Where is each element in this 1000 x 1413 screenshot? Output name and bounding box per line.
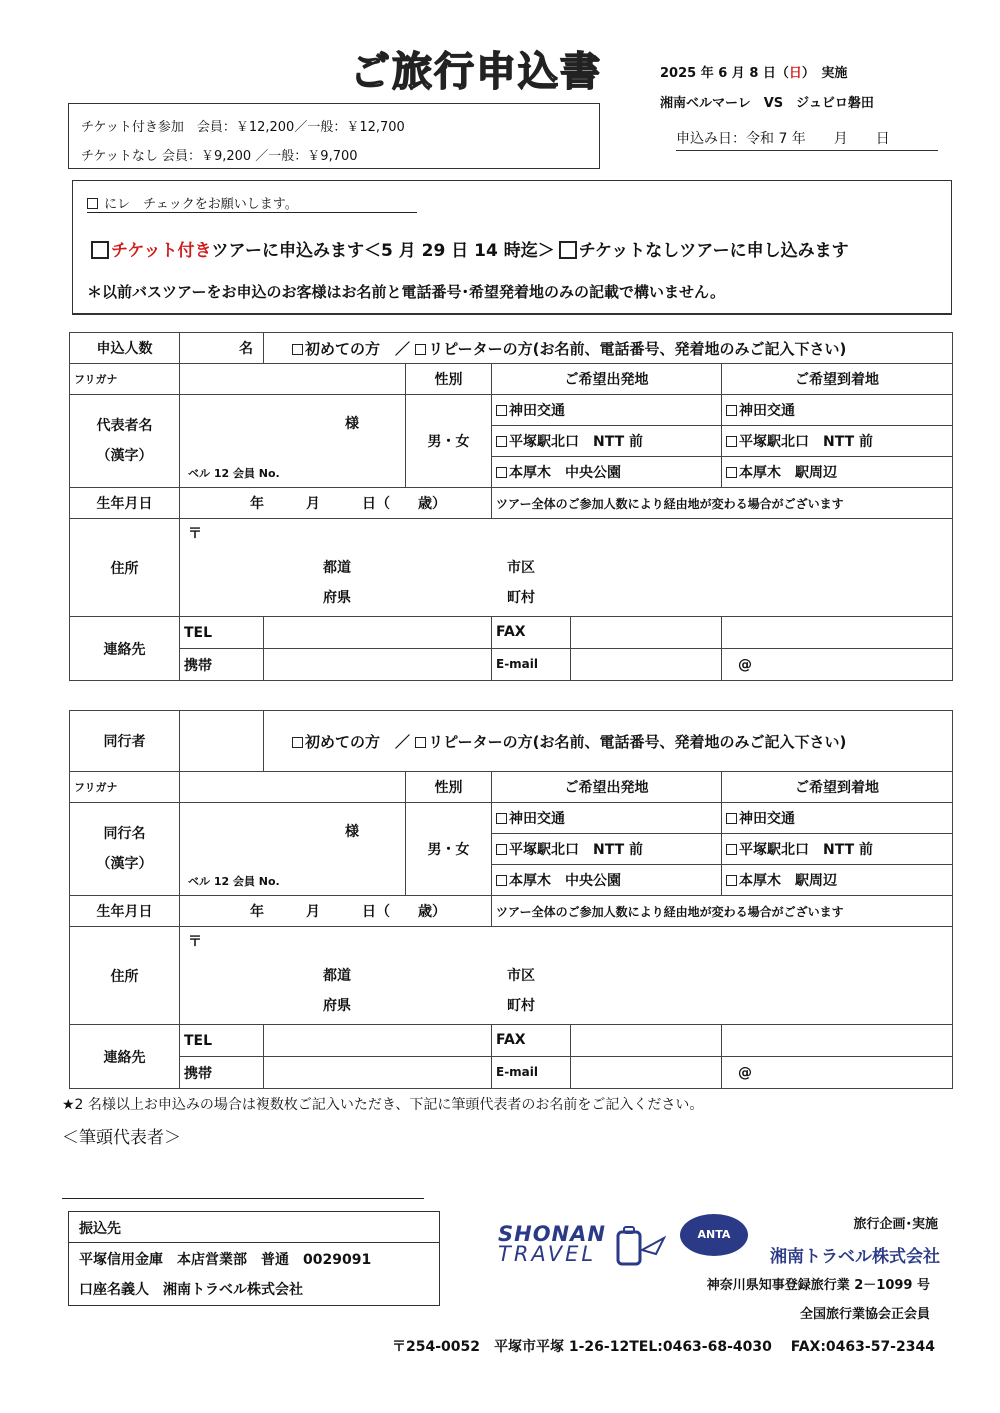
postal-mark: 〒	[188, 934, 202, 950]
route-note: ツアー全体のご参加人数により経由地が変わる場合がございます	[492, 896, 953, 927]
suitcase-plane-icon	[614, 1224, 666, 1270]
tour-choice-row: チケット付きツアーに申込みます＜5 月 29 日 14 時迄＞ チケットなしツアーに申し込みます	[91, 236, 849, 261]
email-cell	[492, 1057, 722, 1089]
arrival-option[interactable]: 神田交通	[722, 803, 953, 834]
address-field[interactable]	[180, 519, 953, 617]
mobile-label: 携帯	[180, 1057, 264, 1089]
email-label: E-mail	[492, 649, 571, 680]
shonan-travel-logo: SHONAN TRAVEL	[498, 1222, 606, 1266]
anta-badge-icon: ANTA	[680, 1214, 748, 1256]
city-label: 市区	[507, 560, 535, 576]
tel-field[interactable]	[264, 1025, 492, 1057]
bank-label: 振込先	[79, 1221, 121, 1237]
birthdate-label: 生年月日	[70, 896, 180, 927]
planner-label: 旅行企画･実施	[853, 1217, 938, 1232]
arrival-option[interactable]: 神田交通	[722, 395, 953, 426]
fax-label: FAX	[492, 617, 571, 648]
form-title: ご旅行申込書	[350, 49, 602, 95]
tel-field[interactable]	[264, 617, 492, 649]
checkbox-icon	[87, 198, 98, 209]
lead-representative-line[interactable]	[62, 1198, 424, 1199]
departure-option[interactable]: 平塚駅北口 NTT 前	[492, 426, 722, 457]
city-label: 町村	[507, 590, 535, 606]
postal-mark: 〒	[188, 526, 202, 542]
tour-type-section	[72, 180, 952, 315]
visit-type-options: 初めての方 ／ リピーターの方(お名前、電話番号、発着地のみご記入下さい)	[264, 333, 953, 364]
companion-name-field[interactable]	[180, 803, 406, 896]
repeat-customer-note: ＊以前バスツアーをお申込のお客様はお名前と電話番号･希望発着地のみの記載で構いません。	[87, 283, 725, 301]
departure-option[interactable]: 本厚木 中央公園	[492, 865, 722, 896]
email-cell	[492, 649, 722, 681]
representative-name-label: 代表者名 （漢字）	[70, 395, 180, 488]
without-ticket-checkbox[interactable]	[559, 241, 577, 259]
prefecture-label: 府県	[323, 590, 351, 606]
applicant-table	[69, 332, 953, 681]
bank-account: 平塚信用金庫 本店営業部 普通 0029091	[79, 1252, 372, 1268]
companion-count-field[interactable]	[180, 711, 264, 772]
price-without-ticket: チケットなし 会員：￥9,200 ／一般：￥9,700	[81, 149, 358, 164]
departure-header: ご希望出発地	[492, 772, 722, 803]
sama-label: 様	[345, 416, 359, 432]
companion-name-label: 同行名 （漢字）	[70, 803, 180, 896]
mobile-field[interactable]	[264, 1057, 492, 1089]
contact-label: 連絡先	[70, 617, 180, 681]
birthdate-field[interactable]: 年 月 日（ 歳）	[180, 488, 492, 519]
applicant-count-field[interactable]: 名	[180, 333, 264, 364]
applicant-count-label: 申込人数	[70, 333, 180, 364]
price-with-ticket: チケット付き参加 会員：￥12,200／一般：￥12,700	[81, 120, 405, 135]
address-field[interactable]	[180, 927, 953, 1025]
furigana-field[interactable]	[180, 772, 406, 803]
repeater-checkbox[interactable]	[415, 737, 426, 748]
gender-select[interactable]: 男・女	[406, 395, 492, 488]
contact-label: 連絡先	[70, 1025, 180, 1089]
arrival-option[interactable]: 本厚木 駅周辺	[722, 865, 953, 896]
event-date: 2025 年 6 月 8 日（日） 実施	[660, 66, 848, 81]
birthdate-field[interactable]: 年 月 日（ 歳）	[180, 896, 492, 927]
prefecture-label: 府県	[323, 998, 351, 1014]
mobile-field[interactable]	[264, 649, 492, 681]
mobile-label: 携帯	[180, 649, 264, 681]
furigana-field[interactable]	[180, 364, 406, 395]
fax-field[interactable]	[722, 1025, 953, 1057]
address-label: 住所	[70, 519, 180, 617]
arrival-option[interactable]: 平塚駅北口 NTT 前	[722, 426, 953, 457]
city-label: 町村	[507, 998, 535, 1014]
arrival-header: ご希望到着地	[722, 364, 953, 395]
representative-name-field[interactable]	[180, 395, 406, 488]
first-time-checkbox[interactable]	[292, 737, 303, 748]
departure-option[interactable]: 神田交通	[492, 395, 722, 426]
arrival-header: ご希望到着地	[722, 772, 953, 803]
email-field[interactable]: @	[722, 1057, 953, 1089]
lead-representative-label: ＜筆頭代表者＞	[62, 1128, 181, 1148]
departure-option[interactable]: 本厚木 中央公園	[492, 457, 722, 488]
companion-table	[69, 710, 953, 1089]
email-field[interactable]: @	[722, 649, 953, 681]
birthdate-label: 生年月日	[70, 488, 180, 519]
route-note: ツアー全体のご参加人数により経由地が変わる場合がございます	[492, 488, 953, 519]
first-time-checkbox[interactable]	[292, 344, 303, 355]
check-instruction: にレ チェックをお願いします。	[87, 193, 417, 213]
gender-label: 性別	[406, 364, 492, 395]
association-membership: 全国旅行業協会正会員	[799, 1307, 930, 1322]
prefecture-label: 都道	[323, 560, 351, 576]
gender-select[interactable]: 男・女	[406, 803, 492, 896]
city-label: 市区	[507, 968, 535, 984]
departure-option[interactable]: 平塚駅北口 NTT 前	[492, 834, 722, 865]
fax-field[interactable]	[722, 617, 953, 649]
match-title: 湘南ベルマーレ VS ジュビロ磐田	[660, 96, 874, 111]
member-number-label: ベル 12 会員 No.	[188, 467, 280, 480]
with-ticket-checkbox[interactable]	[91, 241, 109, 259]
event-day: 日	[788, 66, 802, 81]
gender-label: 性別	[406, 772, 492, 803]
price-box	[68, 103, 600, 169]
sama-label: 様	[345, 824, 359, 840]
registration-number: 神奈川県知事登録旅行業 2－1099 号	[706, 1278, 930, 1293]
fax-cell	[492, 617, 722, 649]
company-name: 湘南トラベル株式会社	[770, 1247, 940, 1267]
repeater-checkbox[interactable]	[415, 344, 426, 355]
email-label: E-mail	[492, 1057, 571, 1088]
tel-label: TEL	[180, 617, 264, 649]
departure-option[interactable]: 神田交通	[492, 803, 722, 834]
furigana-label: フリガナ	[70, 772, 180, 803]
company-address: 〒254-0052 平塚市平塚 1-26-12TEL:0463-68-4030 FAX:0463-57-2344	[392, 1339, 935, 1355]
departure-header: ご希望出発地	[492, 364, 722, 395]
arrival-option[interactable]: 平塚駅北口 NTT 前	[722, 834, 953, 865]
visit-type-options: 初めての方 ／ リピーターの方(お名前、電話番号、発着地のみご記入下さい)	[264, 711, 953, 772]
member-number-label: ベル 12 会員 No.	[188, 875, 280, 888]
fax-cell	[492, 1025, 722, 1057]
account-holder: 口座名義人 湘南トラベル株式会社	[79, 1282, 303, 1298]
furigana-label: フリガナ	[70, 364, 180, 395]
application-date[interactable]: 申込み日：令和 7 年 月 日	[676, 128, 938, 151]
prefecture-label: 都道	[323, 968, 351, 984]
companion-label: 同行者	[70, 711, 180, 772]
bank-info-box	[68, 1211, 440, 1306]
fax-label: FAX	[492, 1025, 571, 1056]
multi-applicant-note: ★2 名様以上お申込みの場合は複数枚ご記入いただき、下記に筆頭代表者のお名前をご記入ください。	[62, 1097, 704, 1113]
tel-label: TEL	[180, 1025, 264, 1057]
arrival-option[interactable]: 本厚木 駅周辺	[722, 457, 953, 488]
address-label: 住所	[70, 927, 180, 1025]
